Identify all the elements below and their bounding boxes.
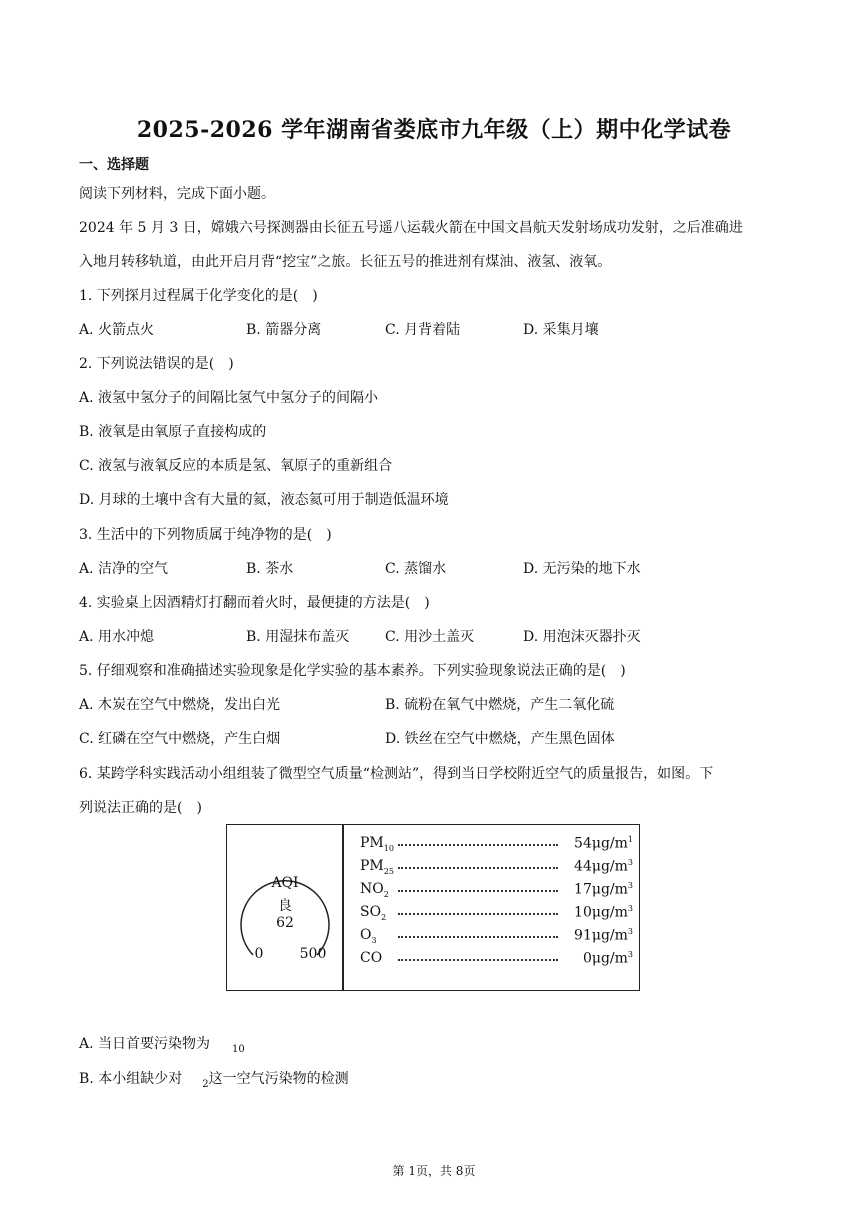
q5-option-d: D. 铁丝在空气中燃烧，产生黑色固体 xyxy=(385,731,615,747)
pollutant-value: 44μg/m xyxy=(574,858,628,875)
q2-option-a: A. 液氢中氢分子的间隔比氢气中氢分子的间隔小 xyxy=(79,390,379,406)
question-6-stem-line-2: 列说法正确的是( ) xyxy=(79,800,202,816)
unit-sup: 3 xyxy=(627,950,633,959)
q6-option-a-sub: 10 xyxy=(232,1043,245,1055)
q6-option-b-sub: 2 xyxy=(202,1078,209,1090)
leader-dots xyxy=(398,890,558,892)
unit-sup: 3 xyxy=(627,904,633,913)
question-6-stem-line-1: 6. 某跨学科实践活动小组组装了微型空气质量“检测站”，得到当日学校附近空气的质量报告，如图。下 xyxy=(79,766,714,782)
section-heading: 一、选择题 xyxy=(79,157,149,173)
leader-dots xyxy=(398,913,558,915)
q5-option-c: C. 红磷在空气中燃烧，产生白烟 xyxy=(79,731,281,747)
pollutant-name: NO xyxy=(360,881,384,897)
page-title: 2025-2026 学年湖南省娄底市九年级（上）期中化学试卷 xyxy=(136,117,732,143)
unit-sup: 1 xyxy=(627,835,633,844)
passage-line-2: 入地月转移轨道，由此开启月背“挖宝”之旅。长征五号的推进剂有煤油、液氢、液氧。 xyxy=(79,254,612,270)
pollutant-sub: 10 xyxy=(383,843,394,853)
pollutant-value: 0μg/m xyxy=(582,950,628,967)
passage-line-1: 2024 年 5 月 3 日，嫦娥六号探测器由长征五号遥八运载火箭在中国文昌航天发射场成功发射，之后准确进 xyxy=(79,220,743,236)
q2-option-d: D. 月球的土壤中含有大量的氦，液态氦可用于制造低温环境 xyxy=(79,492,449,508)
pollutant-sub: 3 xyxy=(371,935,377,945)
pollutant-name: O xyxy=(360,927,372,943)
q2-option-b: B. 液氧是由氧原子直接构成的 xyxy=(79,424,267,440)
question-4-stem: 4. 实验桌上因酒精灯打翻而着火时，最便捷的方法是( ) xyxy=(79,595,430,611)
pollutant-value: 91μg/m xyxy=(574,927,628,944)
figure-divider xyxy=(342,825,344,990)
q1-option-a: A. 火箭点火 xyxy=(79,322,155,338)
pollutant-value: 17μg/m xyxy=(574,881,628,898)
q5-option-a: A. 木炭在空气中燃烧，发出白光 xyxy=(79,697,281,713)
q6-option-b xyxy=(79,1068,349,1090)
pollutant-value: 54μg/m xyxy=(574,835,628,852)
question-5-stem: 5. 仔细观察和准确描述实验现象是化学实验的基本素养。下列实验现象说法正确的是( ) xyxy=(79,663,626,679)
pollutant-name: CO xyxy=(360,950,383,966)
air-quality-report-figure xyxy=(226,824,640,991)
unit-sup: 3 xyxy=(627,858,633,867)
q5-option-b: B. 硫粉在氧气中燃烧，产生二氧化硫 xyxy=(385,697,615,713)
aqi-title: AQI xyxy=(271,875,299,891)
aqi-level: 良 xyxy=(278,898,292,914)
leader-dots xyxy=(398,936,558,938)
leader-dots xyxy=(398,867,558,869)
q6-option-b-text: B. 本小组缺少对 xyxy=(79,1071,183,1087)
q3-option-d: D. 无污染的地下水 xyxy=(523,561,641,577)
pollutant-name: PM xyxy=(360,835,384,851)
question-2-stem: 2. 下列说法错误的是( ) xyxy=(79,356,234,372)
leader-dots xyxy=(398,844,558,846)
leader-dots xyxy=(398,959,558,961)
pollutant-sub: 2 xyxy=(381,912,387,922)
q2-option-c: C. 液氢与液氧反应的本质是氢、氧原子的重新组合 xyxy=(79,458,393,474)
pollutant-value: 10μg/m xyxy=(574,904,628,921)
q6-option-b-text-tail: 这一空气污染物的检测 xyxy=(208,1071,349,1087)
q4-option-d: D. 用泡沫灭器扑灭 xyxy=(523,629,641,645)
aqi-min: 0 xyxy=(254,946,264,962)
reading-intro: 阅读下列材料，完成下面小题。 xyxy=(79,186,275,202)
q3-option-b: B. 茶水 xyxy=(246,561,294,577)
question-3-stem: 3. 生活中的下列物质属于纯净物的是( ) xyxy=(79,527,332,543)
pollutant-name: PM xyxy=(360,858,384,874)
q4-option-c: C. 用沙土盖灭 xyxy=(385,629,475,645)
unit-sup: 3 xyxy=(627,927,633,936)
q4-option-b: B. 用湿抹布盖灭 xyxy=(246,629,350,645)
question-1-stem: 1. 下列探月过程属于化学变化的是( ) xyxy=(79,288,318,304)
pollutant-name: SO xyxy=(360,904,382,920)
pollutant-sub: 2 xyxy=(383,889,389,899)
unit-sup: 3 xyxy=(627,881,633,890)
q3-option-a: A. 洁净的空气 xyxy=(79,561,169,577)
q3-option-c: C. 蒸馏水 xyxy=(385,561,447,577)
q1-option-d: D. 采集月壤 xyxy=(523,322,599,338)
aqi-value: 62 xyxy=(276,915,294,931)
q4-option-a: A. 用水冲熄 xyxy=(79,629,155,645)
aqi-max: 500 xyxy=(299,946,327,962)
q1-option-b: B. 箭器分离 xyxy=(246,322,322,338)
page-footer: 第 1页，共 8页 xyxy=(392,1164,476,1178)
q1-option-c: C. 月背着陆 xyxy=(385,322,461,338)
q6-option-a xyxy=(79,1033,245,1055)
q6-option-a-text: A. 当日首要污染物为 xyxy=(79,1036,211,1052)
pollutant-sub: 25 xyxy=(383,866,394,876)
